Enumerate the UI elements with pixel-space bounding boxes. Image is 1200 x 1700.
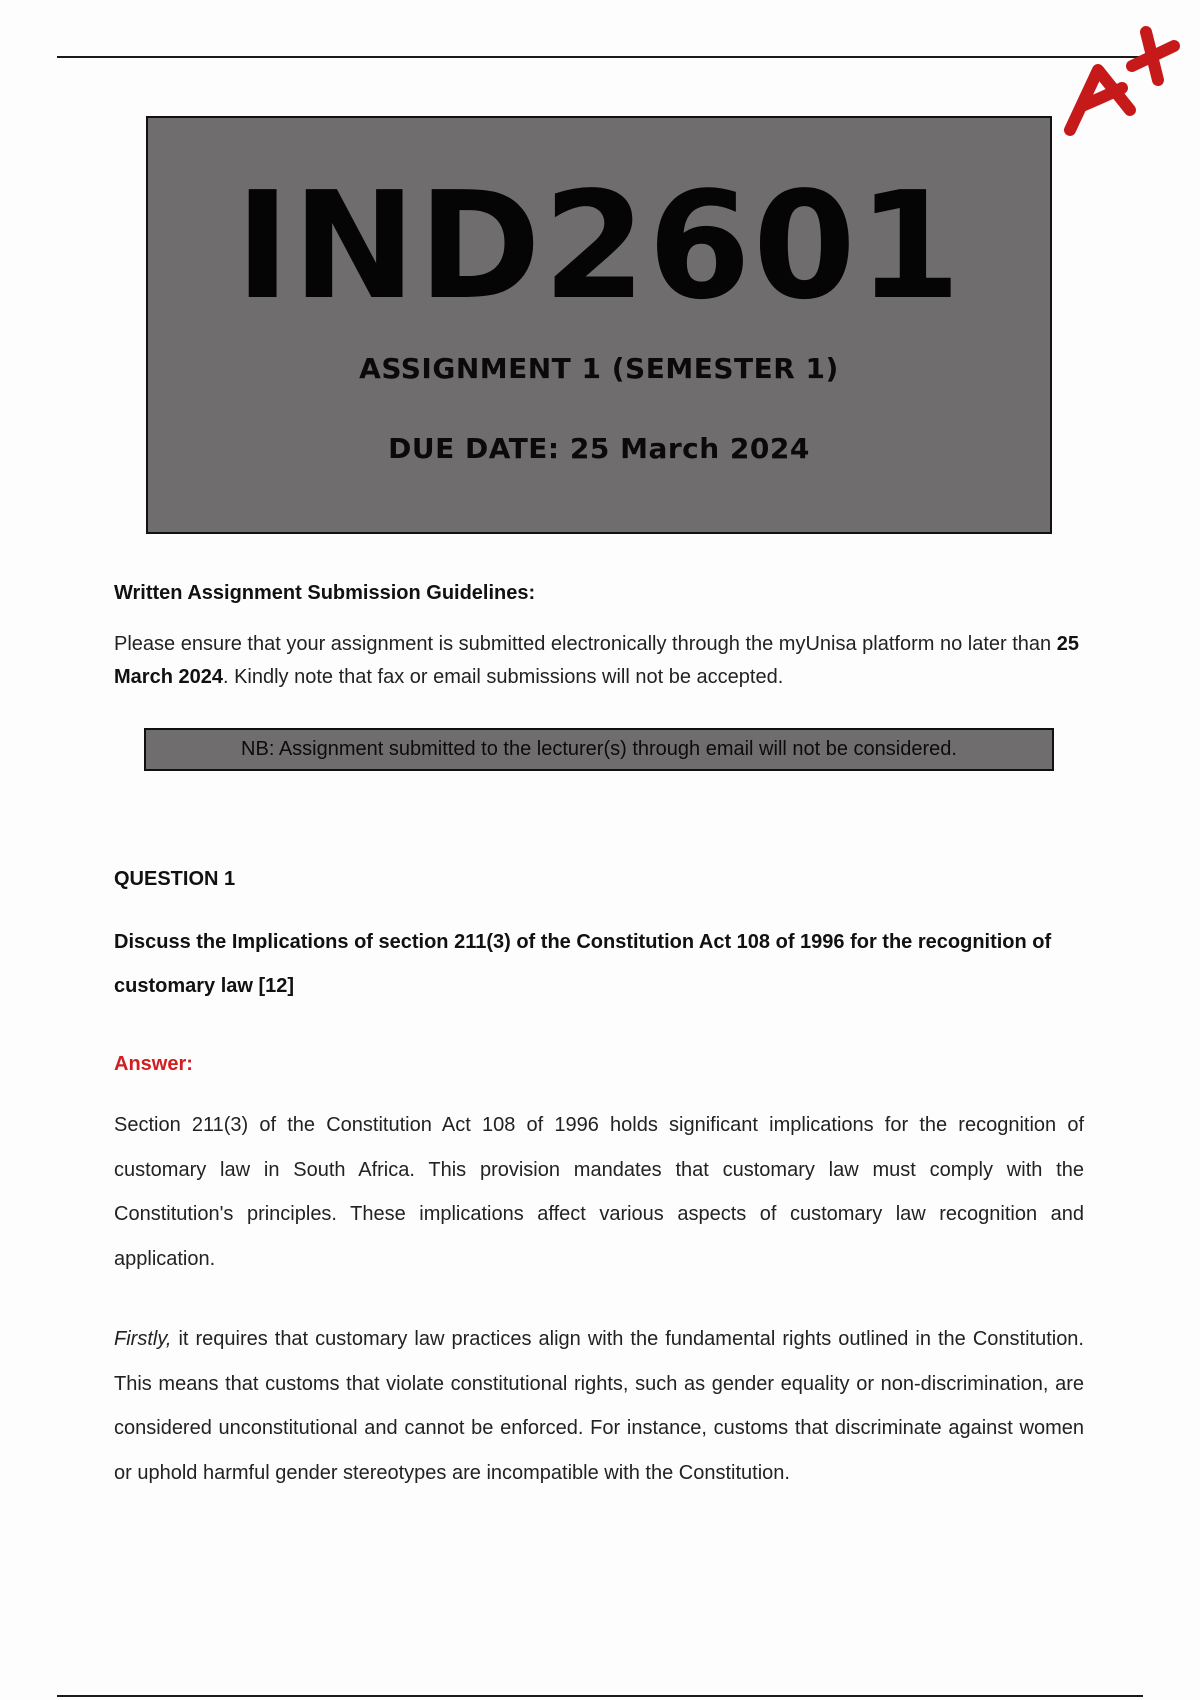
notice-box: NB: Assignment submitted to the lecturer(s) through email will not be considered.: [144, 728, 1054, 771]
question-text: Discuss the Implications of section 211(3) of the Constitution Act 108 of 1996 for the recognition of customary law [12]: [114, 931, 1052, 997]
grade-stamp-graphic: [1058, 18, 1188, 138]
guidelines-text: [114, 628, 1084, 694]
answer-paragraph-2-body: it requires that customary law practices align with the fundamental rights outlined in the Constitution. This means that customs that violate constitutional rights, such as gender equality or non-discrimination, are considered unconstitutional and cannot be enforced. For instance, customs that discriminate against women or uphold harmful gender stereotypes are incompatible with the Constitution.: [114, 1328, 1084, 1484]
guidelines-deadline: 25 March 2024: [114, 633, 1079, 688]
answer-label: Answer:: [114, 1053, 193, 1075]
guidelines-text-start: Please ensure that your assignment is submitted electronically through the myUnisa platform no later than: [114, 633, 1057, 655]
answer-paragraph-2: [114, 1317, 1084, 1495]
due-date: DUE DATE: 25 March 2024: [388, 432, 810, 465]
bottom-rule: [57, 1695, 1143, 1697]
answer-paragraph-2-lead: Firstly,: [114, 1328, 172, 1350]
question-label: QUESTION 1: [114, 868, 236, 890]
guidelines-heading: Written Assignment Submission Guidelines:: [114, 582, 536, 604]
assignment-title: ASSIGNMENT 1 (SEMESTER 1): [359, 352, 839, 385]
course-code: IND2601: [235, 160, 963, 332]
answer-paragraph-1: Section 211(3) of the Constitution Act 108 of 1996 holds significant implications for the recognition of customary law in South Africa. This provision mandates that customary law must comply with the Constitution's principles. These implications affect various aspects of customary law recognition and application.: [114, 1114, 1084, 1270]
top-rule: [57, 56, 1143, 58]
cover-box: [146, 116, 1052, 534]
guidelines-text-end: . Kindly note that fax or email submissions will not be accepted.: [222, 666, 784, 688]
grade-stamp: [1058, 18, 1188, 138]
